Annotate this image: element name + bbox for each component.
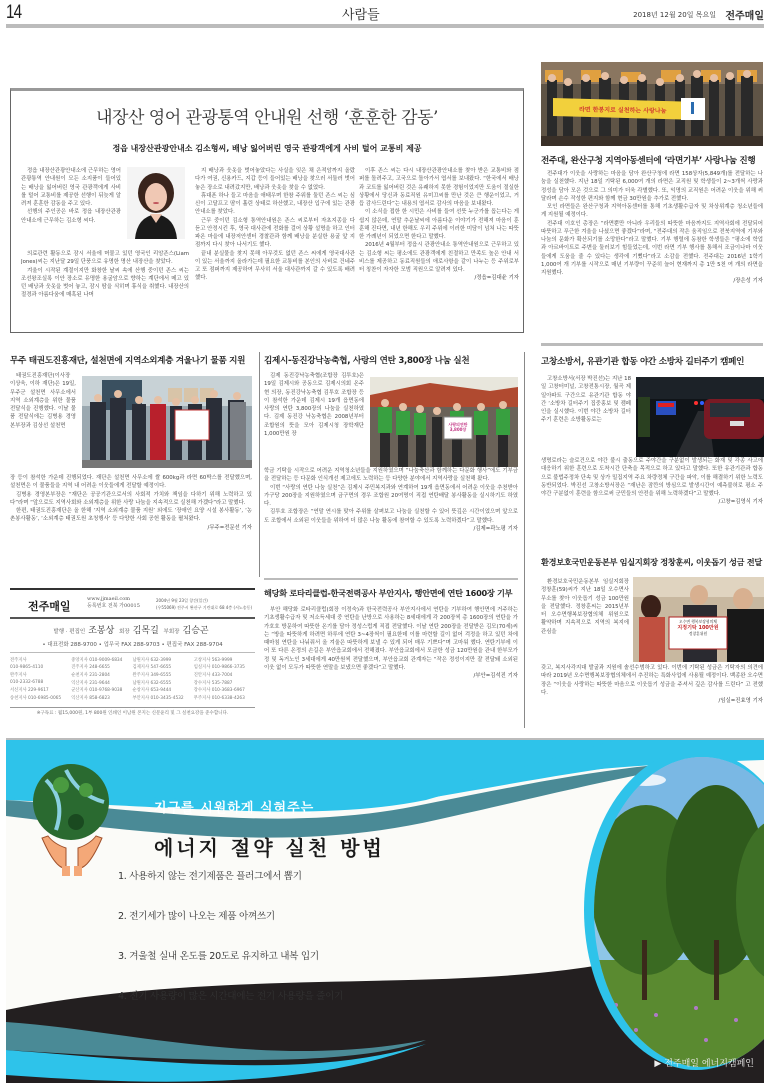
staff-line xyxy=(10,623,255,636)
sign-line: 지정기탁 100만원 xyxy=(677,625,719,631)
energy-tip: 2. 전기세가 많이 나오는 제품 아껴쓰기 xyxy=(118,911,275,922)
jeonju-univ-photo xyxy=(541,62,763,146)
branch-row xyxy=(10,686,255,694)
publisher-name: 조봉상 xyxy=(88,626,115,636)
muju-body xyxy=(10,474,252,572)
byline: /임실=진효영 기자 xyxy=(718,698,763,704)
gimje-title[interactable]: 김제시-동진강낙농축협, 사랑의 연탄 3,800장 나눔 실천 xyxy=(264,356,470,366)
branch-cell: 무주지사 010-6338-4263 xyxy=(193,695,245,701)
paragraph: 2016년 4월부터 정읍시 관광안내소 통역안내원으로 근무하고 있는 김소형 씨는 평소에도 관광객에게 친절하고 만족도 높은 안내 서비스를 제공하고 동료직원들의 애로사항을 같이 나누는 등 주위로부터 칭찬이 자자한 모범 직원으로 알려져 있다. xyxy=(359,242,519,273)
lead-article-col1-lower xyxy=(21,250,189,330)
paragraph: 겨울이 시작된 계절이지만 화창한 날씨 속에 산행 중이던 존스 씨는 조선왕조실록 이안 장소로 유명한 용굴암으로 향하는 계단에서 메고 있던 배낭과 웃옷을 벗어 놓고, 잠시 땀을 식히며 휴식을 취했다. 내장산의 절경과 아름다움에 매혹된 나머 xyxy=(21,267,189,299)
branch-cell: 순창지사 653-9444 xyxy=(132,688,172,694)
branch-cell: 진주지사 248-6655 xyxy=(71,665,110,671)
branch-cell: 010-9865-4110 xyxy=(10,664,44,670)
paragraph: 김병용 경영본부장은 “재단은 공공기관으로서의 사회적 가치와 책임을 다하기 위해 노력하고 있다”라며 “앞으로도 지역사회와 소외계층을 위한 사랑 나눔을 지속적으로 실천해 가겠다”라고 말했다. xyxy=(10,491,252,506)
branch-cell: 장수지사 535-7887 xyxy=(193,680,233,686)
sign-line: 오수면 행복보장협의체 xyxy=(679,619,717,624)
branch-cell: 중앙지사 010-9009-6834 xyxy=(71,657,123,663)
branch-table xyxy=(10,656,255,702)
branch-cell: 송천지사 010-6985-0065 xyxy=(10,695,62,701)
paragraph: 휴대폰 하나 들고 마음을 애태우며 한참 주위를 둘던 존스 씨는 심신이 고달프고 땀이 흘린 상태로 하산했고, 내장산 입구에 있는 관광안내소를 찾았다. xyxy=(195,192,355,216)
section-title: 사람들 xyxy=(342,8,380,23)
vice-name: 김승곤 xyxy=(182,626,209,636)
muju-title[interactable]: 무주 태권도진흥재단, 설천면에 지역소외계층 겨울나기 물품 지원 xyxy=(10,356,246,366)
byline: /장은성 기자 xyxy=(733,278,763,285)
branch-cell: 완주지사 349-6555 xyxy=(132,672,172,678)
energy-campaign-ad xyxy=(6,738,764,1083)
paragraph: 생명로라는 슬로건으로 야간 불시 출동으로 주야간을 구분없이 발생되는 화재 및 각종 사고에 대응하기 위한 훈련으로 도착시간 단축을 목적으로 하고 있다고 말했다. 또한 유관기관과 합동으로 불법주정차 단속 및 상가 밀집지역 주요 차량정체 구간을 파악, 이를 해결하기 위한 노력도 동반되었다. 박진선 고창소방서장은 “재난은 잠깐의 방심으로 발생시간이 예측불허로 평소 주야간 구분없이 훈련을 함으로써 군민들의 안전을 위해 노력하겠다”고 말했다. xyxy=(541,458,763,497)
paragraph: 갖고, 복지사각지대 발굴과 지원에 솔선수범하고 있다. 이번에 기탁된 성금은 기탁자의 의견에 따라 2019년 오수면행복보장협의체에서 추진하는 특화사업에 사용될 예정이다. 백종완 오수면장은 “이웃을 사랑하는 따뜻한 마음으로 이웃돕기 성금을 주셔서 깊은 감사를 드린다” 고 전했다. xyxy=(541,665,763,696)
muju-body-side xyxy=(10,372,76,474)
gochang-photo xyxy=(636,377,764,457)
phone-numbers: • 대표전화 288-9700 • 업무국 FAX 288-9703 • 편집국 FAX 288-9704 xyxy=(10,640,255,653)
energy-tip: 1. 사용하지 않는 전기제품은 플러그에서 뽑기 xyxy=(118,871,302,882)
chairman-label: 회장 xyxy=(119,629,130,635)
branch-cell: 완주지사 xyxy=(10,672,27,678)
jeonju-univ-body xyxy=(541,170,763,335)
gimje-body-side xyxy=(264,372,364,467)
gimje-photo xyxy=(370,377,518,467)
branch-cell: 남원지사 632-6555 xyxy=(132,680,172,686)
paragraph: 장 등이 참석한 가운데 진행되었다. 재단은 설천면 사무소에 쌀 600kg과 라면 60박스를 전달했으며, 설천면은 이 물품들을 지역 내 어려운 이웃들에게 전달할 예정이다. xyxy=(10,475,252,490)
energy-tip: 4. 전기 사용량이 많은 시간대에는 전기 사용량을 줄이기 xyxy=(118,991,344,1002)
energy-tips-list xyxy=(118,870,343,1030)
branch-cell: 순천지사 231-2804 xyxy=(71,672,110,678)
branch-cell: 진안지사 433-7004 xyxy=(193,672,233,678)
branch-row xyxy=(10,671,255,679)
byline: /김제=곽노평 기자 xyxy=(473,525,518,532)
byline: /무주=전문선 기자 xyxy=(207,524,252,531)
masthead-logo: 전주매일 xyxy=(28,600,71,613)
gimje-body xyxy=(264,467,518,572)
lead-article-col2 xyxy=(195,167,355,329)
branch-cell: 장수지사 010-3683-6967 xyxy=(193,688,245,694)
newspaper-brand: 전주매일 xyxy=(725,11,764,22)
sign-line: 정창훈위원 xyxy=(688,631,708,636)
campaign-label: ▶ 전주매일 에너지캠페인 xyxy=(654,1059,754,1069)
lead-article xyxy=(10,88,524,333)
energy-tip: 3. 겨울철 실내 온도를 20도로 유지하고 내복 입기 xyxy=(118,951,319,962)
branch-row xyxy=(10,694,255,702)
imsil-title[interactable]: 환경보호국민운동본부 임실지회장 정창훈씨, 이웃돕기 성금 전달 xyxy=(541,557,763,567)
branch-cell: 익산지사 858-6823 xyxy=(71,695,110,701)
branch-cell: 익산지사 231-9644 xyxy=(71,680,110,686)
founded-date: 2004년 9월 23일 창간(일간) xyxy=(156,598,208,603)
paragraph: 의료관련 활동으로 잠시 서울에 머물고 있던 영국인 리암존스(Liam Jones)씨는 지난달 29일 단풍으로 유명한 명산 내장산을 찾았다. xyxy=(21,251,189,266)
gochang-title[interactable]: 고창소방서, 유관기관 합동 야간 소방차 길터주기 캠페인 xyxy=(541,357,745,367)
lead-article-subtitle: 정읍 내장산관광안내소 김소형씨, 배낭 잃어버린 영국 관광객에게 사비 털어 교통비 제공 xyxy=(112,144,422,153)
buan-title[interactable]: 해당화 로타리클럽-한국전력공사 부안지사, 행안면에 연탄 1600장 기부 xyxy=(264,588,513,598)
header-divider xyxy=(6,24,764,28)
branch-cell: 고창지사 563-9999 xyxy=(193,657,233,663)
branch-cell: 서신지사 229-9617 xyxy=(10,688,49,694)
branch-row xyxy=(10,679,255,687)
gochang-body xyxy=(541,457,763,523)
masthead-url-block xyxy=(87,596,140,610)
paragraph: 환경보호국민운동본부 임실지회장 정창훈(59)씨가 지난 18일 오수면사무소를 찾아 이웃돕기 성금 100만원을 전달했다. 정창훈씨는 2015년부터 오수면행복보장협의체 위원으로 활약하며 지속적으로 지역의 복지에 관심을 xyxy=(541,579,629,635)
page-number: 14 xyxy=(6,2,22,23)
jeonju-univ-title[interactable]: 전주대, 완산구청 지역아동센터에 ‘라면기부’ 사랑나눔 진행 xyxy=(541,156,756,166)
paragraph: 이후 존스 씨는 다시 내장산관광안내소를 찾아 받은 교통비와 점퍼를 돌려주고, 고국으로 돌아가서 엽서를 보내왔다. “한국에서 배낭과 코트를 잃어버린 것은 유쾌하지 못한 경험이었지만 도움이 절실한 상황에서 당신과 동료직원 유미끄씨를 만난 것은 큰 행운이었고, 거듭 감사드린다”는 내용의 엽서로 감사의 마음을 보내왔다. xyxy=(359,168,519,207)
gochang-body-side xyxy=(541,375,631,457)
branch-cell: 전주지사 xyxy=(10,657,27,663)
paragraph: 한편, 태권도진흥재단은 올 한해 ‘지역 소외계층 물품 지원’ 외에도 ‘장애인 요양 시설 봉사활동’, ‘농촌봉사활동’, ‘소외계층 태권도원 초청행사’ 등 다양한 사회 공헌 활동을 펼쳐왔다. xyxy=(10,508,252,523)
branch-cell: 군산지사 010-9768-9038 xyxy=(71,688,123,694)
divider xyxy=(264,578,518,580)
divider xyxy=(541,343,763,346)
paragraph: 학금 기탁을 시작으로 어려운 지역청소년들을 지원하였으며 “나눔축산과 함께하는 다문화 행사”에도 기부금을 전달하는 등 다문화 인식개선 제고에도 노력하는 등 다양한 분야에서 지역사랑을 실천해 왔다. xyxy=(264,468,518,483)
paragraph: 고창소방서(서장 박진선)는 지난 18일 고창터미널, 고창전통시장, 월곡 제일아파트 구간으로 유관기관 합동 야간 ‘소방차 길터주기 집중홍보 및 캠페인을 실시했다. 이번 야간 소방차 길터주기 훈련은 소방활동로는 xyxy=(541,376,631,424)
chairman-name: 김목길 xyxy=(132,626,159,636)
buan-body xyxy=(264,606,518,724)
lead-article-title[interactable]: 내장산 영어 관광통역 안내원 선행 ‘훈훈한 감동’ xyxy=(96,108,438,128)
paragraph: 이번 “사랑의 연탄 나눔 실천”은 김제시 주민복지과와 연계하여 19개 읍면동에서 어려운 이웃을 추천받아 가구당 200장을 지원하였으며 금구면의 경우 조합원 20여명이 직접 연탄배달 봉사활동을 실시하기도 하였다. xyxy=(264,484,518,507)
portrait-photo xyxy=(127,167,185,239)
paragraph: 근무 중이던 김소형 통역안내원은 존스 씨로부터 자초지종을 다 듣고 안정시킨 후, 영국 대사관에 전화를 걸어 상황 설명을 하고 인터파온 마을에 내장저안센터 경찰관과 함께 배낭을 분실한 용굴 앞 지점까지 다시 찾아 나서기도 했다. xyxy=(195,217,355,249)
publisher-label: 발행 · 편집인 xyxy=(53,629,86,635)
banner-text: 라면 한봉지로 실천하는 사랑나눔 xyxy=(578,106,667,115)
imsil-photo xyxy=(633,577,764,662)
paragraph: 전주대가 이웃을 사랑하는 마음을 담아 완산구청에 라면 158상자(5,849개)를 전달하는 나눔을 실천했다. 지난 18일 기탁된 6,000여 개의 라면은 교직원 및 학생들이 2~3개씩 사랑과 정성을 담아 모은 것으로 그 의미가 더욱 각별했다. 또, 익명의 교직원은 어려운 이웃을 위해 써달라며 손수 작성한 편지와 함께 현금 30만원을 추가로 전했다. xyxy=(541,171,763,202)
vice-label: 부회장 xyxy=(163,629,180,635)
muju-photo xyxy=(82,376,252,468)
branch-cell: 김제지사 547-6655 xyxy=(132,665,172,671)
branch-cell: 임실지사 010-9866-3735 xyxy=(193,665,245,671)
branch-cell: 남원지사 632-3999 xyxy=(132,657,172,663)
masthead-info xyxy=(156,597,252,611)
paragraph: 전주대 이호인 총장은 “라면뿐만 아니라 우리들의 따뜻한 마음까지도 지역사회에 전달되어 따뜻하고 푸근한 겨울을 나셨으면 좋겠다”라며, “전주대의 작은 움직임으로 전북지역에 기부와 나눔의 문화가 확산되기를 소망한다”라고 말했다. 기부 행렬에 동참한 학생들은 “평소에 학업과 아르바이트로 주변을 둘러보기 힘들었는데, 이번 라면 기부 행사를 통해서 조금이나마 이웃들에게 도움을 줄 수 있다는 생각에 기뻤다”라고 소감을 전했다. 전주대는 2016년 1학기 1,000여 개 기부를 시작으로 매년 기부량이 꾸준히 늘어 현재까지 총 1만 5천 여 개의 라면을 지원했다. xyxy=(541,220,763,276)
imsil-body-side xyxy=(541,578,629,664)
paragraph: 김제 동진강낙농축협(조합장 김투호)은 19일 김제시와 공동으로 김제시의회 온주현 의장, 동진강낙농축협 김투호 조합장 등이 참석한 가운데 김제시 19개 읍면동에 사랑의 연탄 3,800장의 나눔을 실천하였다. 김제 동진강 낙농축협은 2008년부터 조합원의 뜻을 모아 김제시청 장학재단 1,000만원 장 xyxy=(264,373,364,437)
byline: /고창=김영식 기자 xyxy=(718,499,763,506)
paragraph: 모인 라면들은 완산구청과 지역아동센터를 통해 기초생활수급자 및 차상위계층 청소년들에게 지원될 예정이다. xyxy=(541,204,763,219)
masthead-top-rule xyxy=(10,588,255,590)
masthead-box xyxy=(10,588,255,718)
byline: /부안=김석진 기자 xyxy=(473,673,518,679)
branch-cell: 010-2332-6788 xyxy=(10,680,44,686)
paragraph: 끝내 분실물을 찾지 못해 아무것도 없던 존스 씨에게 영국대사관이 있는 서울까지 올라가는데 필요한 교통비를 본인의 사비로 건네주고 또 점퍼까지 제공하여 무사히 서울 대사관까지 갈 수 있도록 배려했다. xyxy=(195,250,355,282)
masthead-footer: ※구독료 : 월15,000원, 1부 800원 인쇄인 이남원 본지는 신문윤리 및 그 실천요강을 준수합니다. xyxy=(10,707,255,716)
branch-row xyxy=(10,664,255,672)
branch-cell: 부안지사 010-3435-4532 xyxy=(132,695,184,701)
ad-headline-small: 지구를 시원하게 식혀주는 xyxy=(154,801,315,816)
paragraph: 태권도진흥재단(이사장 이상욱, 이하 재단)은 19일, 무주군 설천면 사무소에서 지역 소외계층을 위한 물품 전달식을 진행했다. 이날 물품 전달식에는 김병용 경영본부장과 김상선 설천면 xyxy=(10,373,76,429)
sign-text: 사랑의연탄 3,800장 xyxy=(448,422,468,432)
imsil-body xyxy=(541,664,763,724)
registration-number: 등록번호 전북 가00015 xyxy=(87,603,140,609)
paragraph: 정읍 내장산관광안내소에 근무하는 영어 관광통역 안내원이 모든 소지품이 들어있는 배낭을 잃어버린 영국 관광객에게 사비를 털어 교통비를 제공한 선행이 뒤늦게 알려져 훈훈한 감동을 주고 있다. xyxy=(21,168,121,207)
branch-row xyxy=(10,656,255,664)
issue-date: 2018년 12월 20일 목요일 xyxy=(633,11,716,19)
column-divider xyxy=(259,352,260,577)
masthead-rule xyxy=(10,617,255,619)
paragraph: 선행의 주인공은 바로 정읍 내장산관광안내소에 근무하는 김소형 씨다. xyxy=(21,209,121,224)
ad-headline-large: 에너지 절약 실천 방법 xyxy=(154,836,385,860)
donation-sign xyxy=(670,619,726,637)
paragraph: 부안 해당화 로타리클럽(회장 이정숙)과 한국전력공사 부안지사에서 연탄을 기부하여 행안면에 거주하는 기초생활수급자 및 저소득세대 중 연탄을 난방으로 사용하는 8세대에게 각 200장씩 총 1600장의 연탄을 가가호호 방문하여 따뜻한 온기를 담아 정성스럽게 직접 전달했다. 이날 연탄 200장을 전달받은 김모(70세)씨는 “방을 따뜻하게 하려면 하루에 연탄 3~4장씩이 필요한데 이를 마련할 길이 없어 걱정을 하고 있던 차에 때마침 연탄을 나눠줘서 올 겨울은 따뜻하게 보낼 수 있게 되어 매우 기쁘다”며 고마워 했다. 연탄기부에 이어 또 다른 온정의 손길은 부안읍교회에서 전해졌다. 부안읍교회에서 모금한 성금 120만원을 관내 한부모가정 및 독거노인 3세대에게 40만원씩 전달했으며, 부안읍교회 관계자는 “작은 정성이지만 잘 전달돼 소외된 이웃 없이 모두가 따뜻한 연말을 보냈으면 좋겠다”고 말했다. xyxy=(264,607,518,671)
paragraph: 지 배낭과 웃옷을 벗어놓았다는 사실을 잊은 채 은적암까지 올랐다가 여권, 신용카드, 지갑 등이 들어있는 배낭을 찾으러 서둘러 벗어놓은 장소로 내려갔지만, 배낭과 웃옷을 찾을 수 없었다. xyxy=(195,168,355,191)
address: (우55069) 전주시 완산구 기린대로 68 4층 (서노송동) xyxy=(156,605,253,610)
column-divider xyxy=(524,352,525,728)
lead-article-col3 xyxy=(359,167,519,329)
byline: /정읍=김대윤 기자 xyxy=(474,275,519,282)
paragraph: 이 소식을 접한 한 시민은 사비를 들여 선뜻 누군가를 돕는다는 게 쉽지 않은데, 연말 추운날씨에 아름다운 이야기가 전해져 마음이 훈훈해 진다면, 내년 한해도 우리 주위에 이러한 미담이 넘쳐 나는 따뜻한 가례년이 되었으면 한다고 말했다. xyxy=(359,209,519,240)
paragraph: 김투호 조합장은 “연말 연시를 맞아 주위를 살펴보고 나눔을 실천할 수 있어 뜻깊은 시간이었으며 앞으로도 조합에서 소외된 이웃들을 위하여 더 많은 나눔 활동에 참여할 수 있도록 노력하겠다”고 말했다. xyxy=(264,509,518,524)
website-link[interactable]: www.jjmaeil.com xyxy=(87,596,130,602)
